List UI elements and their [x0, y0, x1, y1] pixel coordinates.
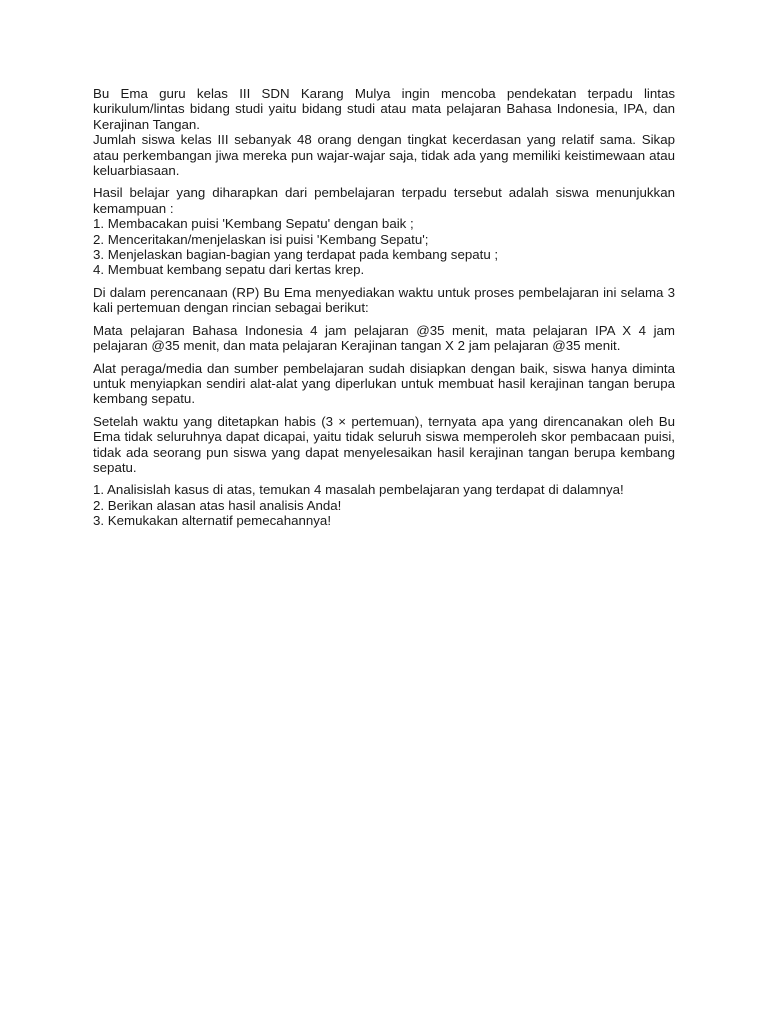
case-intro-group — [93, 86, 675, 178]
list-item: 1. Membacakan puisi 'Kembang Sepatu' dengan baik ; — [93, 216, 414, 232]
paragraph-teaching-media: Alat peraga/media dan sumber pembelajaran sudah disiapkan dengan baik, siswa hanya diminta untuk menyiapkan sendiri alat-alat yang diperlukan untuk membuat hasil kerajinan tangan berupa kembang sepatu. — [93, 360, 675, 407]
outcomes-list — [93, 216, 675, 278]
list-item: 2. Berikan alasan atas hasil analisis Anda! — [93, 497, 342, 513]
paragraph-results: Setelah waktu yang ditetapkan habis (3 × pertemuan), ternyata apa yang direncanakan oleh Bu Ema tidak seluruhnya dapat dicapai, yaitu tidak seluruh siswa memperoleh skor pembacaan puisi, tidak ada seorang pun siswa yang dapat menyelesaikan hasil kerajinan tangan berupa kembang sepatu. — [93, 413, 675, 475]
paragraph-lesson-planning: Di dalam perencanaan (RP) Bu Ema menyediakan waktu untuk proses pembelajaran ini selama 3 kali pertemuan dengan rincian sebagai berikut: — [93, 284, 675, 316]
paragraph-subject-hours: Mata pelajaran Bahasa Indonesia 4 jam pelajaran @35 menit, mata pelajaran IPA X 4 jam pelajaran @35 menit, dan mata pelajaran Kerajinan tangan X 2 jam pelajaran @35 menit. — [93, 322, 675, 354]
paragraph-teacher-plan: Bu Ema guru kelas III SDN Karang Mulya ingin mencoba pendekatan terpadu lintas kurikulum/lintas bidang studi yaitu bidang studi atau mata pelajaran Bahasa Indonesia, IPA, dan Kerajinan Tangan. — [93, 86, 675, 132]
list-item: 1. Analisislah kasus di atas, temukan 4 masalah pembelajaran yang terdapat di dalamnya! — [93, 482, 624, 498]
list-item: 3. Menjelaskan bagian-bagian yang terdapat pada kembang sepatu ; — [93, 247, 499, 263]
list-item: 4. Membuat kembang sepatu dari kertas krep. — [93, 262, 365, 278]
list-item: 2. Menceritakan/menjelaskan isi puisi 'Kembang Sepatu'; — [93, 231, 429, 247]
paragraph-expected-outcomes: Hasil belajar yang diharapkan dari pembelajaran terpadu tersebut adalah siswa menunjukkan kemampuan : — [93, 185, 675, 216]
list-item: 3. Kemukakan alternatif pemecahannya! — [93, 513, 332, 529]
paragraph-student-count: Jumlah siswa kelas III sebanyak 48 orang dengan tingkat kecerdasan yang relatif sama. Sikap atau perkembangan jiwa mereka pun wajar-wajar saja, tidak ada yang memiliki keistimewaan atau keluarbiasaan. — [93, 132, 675, 179]
questions-list — [93, 482, 675, 528]
document-body — [93, 86, 675, 529]
